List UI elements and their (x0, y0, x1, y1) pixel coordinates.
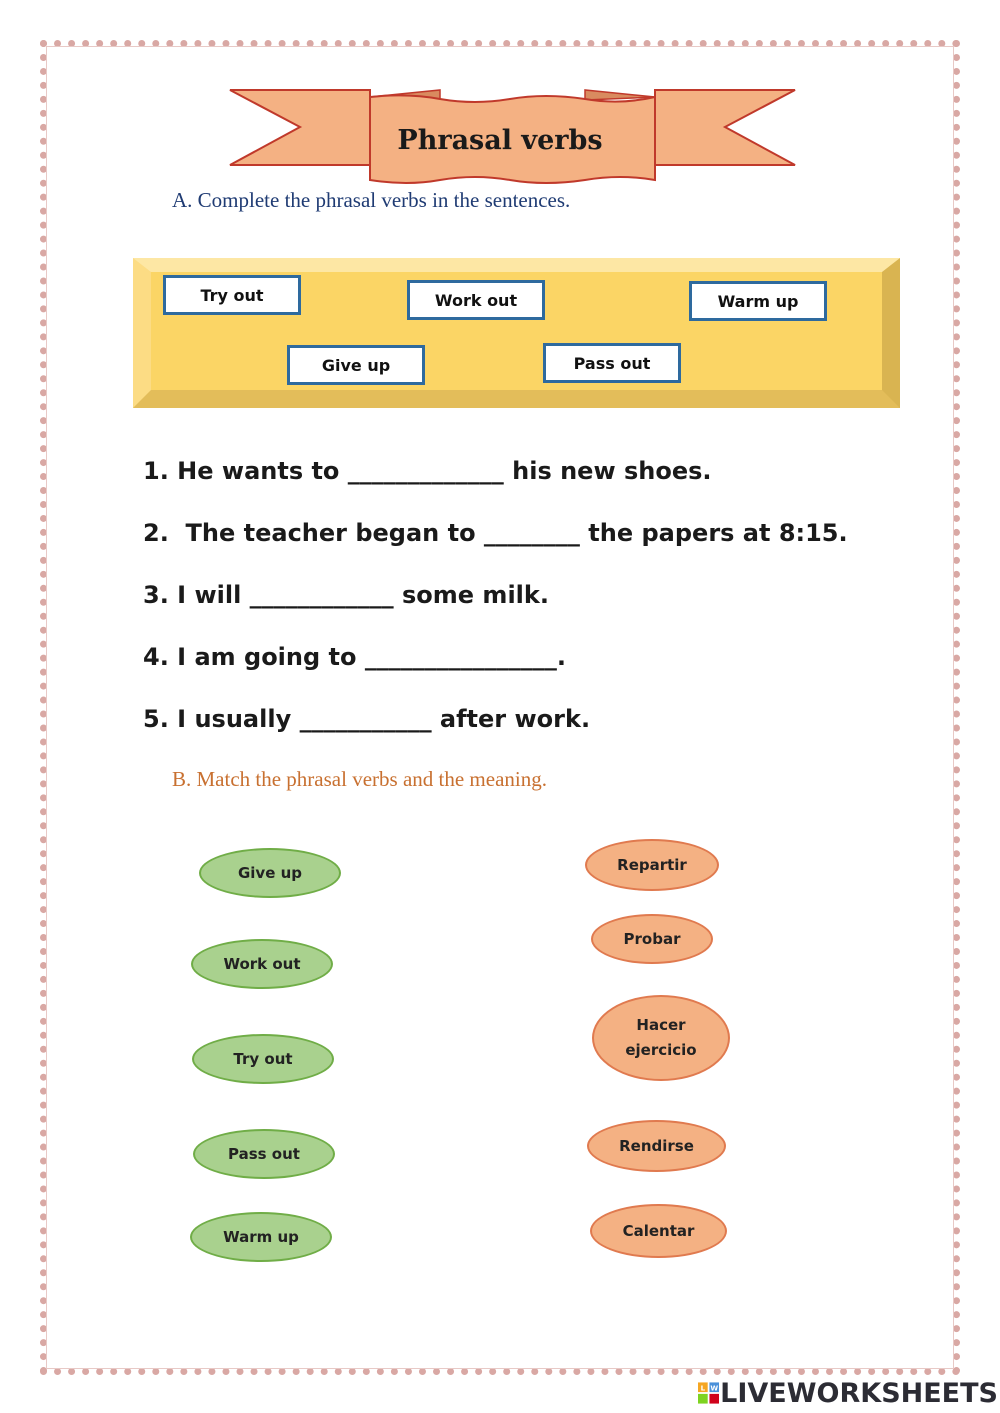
meaning-oval[interactable]: Probar (591, 914, 713, 964)
word-card[interactable]: Work out (407, 280, 545, 320)
verb-oval[interactable]: Work out (191, 939, 333, 989)
sentence-4[interactable]: 4. I am going to ________________. (143, 643, 566, 671)
sentence-5[interactable]: 5. I usually ___________ after work. (143, 705, 591, 733)
liveworksheets-icon (698, 1381, 719, 1405)
word-card[interactable]: Try out (163, 275, 301, 315)
word-bank (133, 258, 900, 408)
liveworksheets-logo[interactable] (698, 1375, 998, 1411)
word-card[interactable]: Give up (287, 345, 425, 385)
word-card[interactable]: Warm up (689, 281, 827, 321)
footer-brand: LIVEWORKSHEETS (720, 1377, 998, 1409)
section-b-instruction: B. Match the phrasal verbs and the meaning. (172, 767, 547, 791)
sentence-3[interactable]: 3. I will ____________ some milk. (143, 581, 549, 609)
verb-oval[interactable]: Try out (192, 1034, 334, 1084)
meaning-oval[interactable]: Hacer ejercicio (592, 995, 730, 1081)
meaning-oval[interactable]: Calentar (590, 1204, 727, 1258)
section-a-instruction: A. Complete the phrasal verbs in the sentences. (172, 188, 571, 212)
word-card[interactable]: Pass out (543, 343, 681, 383)
sentence-2[interactable]: 2. The teacher began to ________ the papers at 8:15. (143, 519, 848, 547)
verb-oval[interactable]: Give up (199, 848, 341, 898)
verb-oval[interactable]: Pass out (193, 1129, 335, 1179)
sentence-1[interactable]: 1. He wants to _____________ his new shoes. (143, 457, 712, 485)
verb-oval[interactable]: Warm up (190, 1212, 332, 1262)
meaning-oval[interactable]: Rendirse (587, 1120, 726, 1172)
meaning-oval[interactable]: Repartir (585, 839, 719, 891)
logo-letter: W (710, 1383, 719, 1393)
logo-letter: L (700, 1383, 706, 1393)
page-title: Phrasal verbs (397, 125, 603, 156)
